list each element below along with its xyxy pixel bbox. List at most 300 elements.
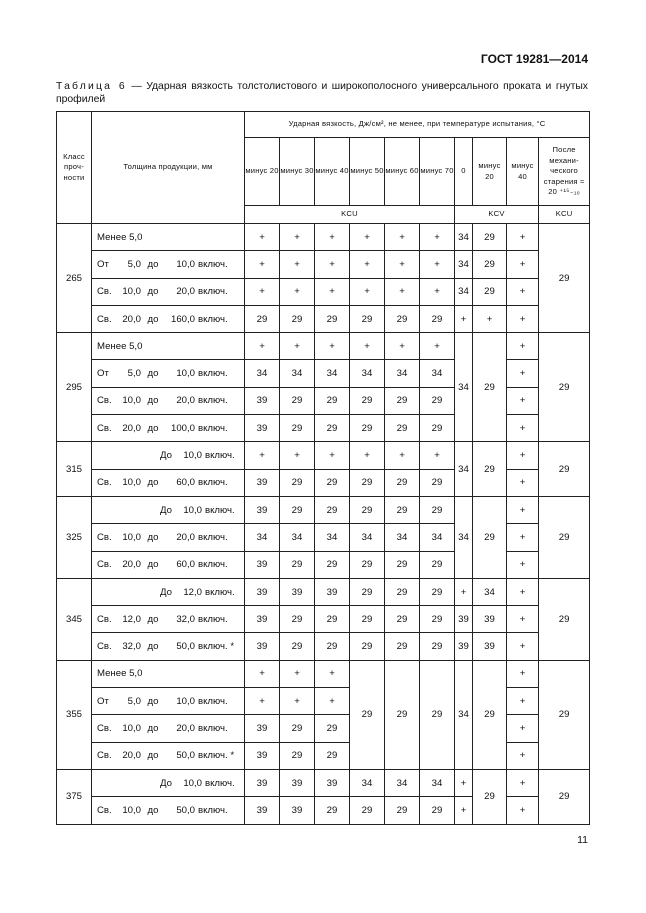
value-cell: 39 [473, 606, 507, 633]
thickness-part: включ. [198, 531, 228, 543]
value-cell: 29 [385, 415, 420, 442]
header-temp: минус 70 [420, 138, 455, 206]
class-cell: 355 [57, 660, 92, 769]
value-cell: 29 [473, 251, 507, 278]
value-cell: 34 [455, 224, 473, 251]
thickness-part: 32,0 [122, 641, 141, 653]
header-temp: минус 20 [473, 138, 507, 206]
value-cell: 39 [245, 496, 280, 523]
header-temp: минус 60 [385, 138, 420, 206]
aging-cell: 29 [539, 224, 590, 333]
thickness-part: Св. [97, 477, 112, 489]
thickness-cell [92, 224, 245, 251]
table-row [57, 224, 590, 251]
header-kcu: KCU [245, 206, 455, 224]
document-header: ГОСТ 19281—2014 [480, 52, 588, 66]
thickness-cell [92, 415, 245, 442]
value-cell: 34 [280, 360, 315, 387]
thickness-part: 20,0 [176, 286, 195, 298]
kcv-cell: 29 [473, 769, 507, 824]
table-caption [56, 80, 588, 106]
thickness-part: 50,0 [176, 750, 195, 762]
thickness-part: Св. [97, 313, 112, 325]
thickness-cell [92, 715, 245, 742]
thickness-part: до [147, 531, 159, 543]
thickness-part: 5,0 [127, 695, 141, 707]
value-cell: + [455, 769, 473, 796]
value-cell: + [350, 251, 385, 278]
thickness-cell [92, 578, 245, 605]
value-cell: 34 [350, 360, 385, 387]
thickness-part: включ. [198, 258, 228, 270]
kcv-cell: + [507, 797, 539, 824]
thickness-part: До [160, 504, 172, 516]
value-cell: 34 [315, 524, 350, 551]
thickness-part: включ. [198, 613, 228, 625]
value-cell: + [350, 333, 385, 360]
header-class: Класс проч-ности [57, 112, 92, 224]
value-cell: + [245, 660, 280, 687]
value-cell: 39 [245, 578, 280, 605]
thickness-part: 60,0 [176, 477, 195, 489]
value-cell: 29 [280, 551, 315, 578]
kcv-cell: + [507, 387, 539, 414]
header-group: Ударная вязкость, Дж/см², не менее, при температуре испытания, °С [245, 112, 590, 138]
value-cell: 29 [420, 387, 455, 414]
value-cell: + [507, 633, 539, 660]
table-row [57, 251, 590, 278]
kcv-cell: 29 [473, 442, 507, 497]
class-cell: 375 [57, 769, 92, 824]
value-cell: 29 [280, 305, 315, 332]
thickness-part: 10,0 [122, 286, 141, 298]
thickness-text: Менее 5,0 [97, 340, 143, 352]
value-cell: 29 [385, 387, 420, 414]
thickness-cell [92, 742, 245, 769]
impact-toughness-table [56, 111, 590, 825]
thickness-cell [92, 442, 245, 469]
thickness-part: 5,0 [127, 258, 141, 270]
thickness-part: включ. [198, 422, 228, 434]
table-row [57, 305, 590, 332]
value-cell: + [280, 224, 315, 251]
value-cell: 29 [315, 551, 350, 578]
thickness-part: 10,0 [183, 504, 202, 516]
value-cell: + [385, 224, 420, 251]
thickness-part: Св. [97, 613, 112, 625]
value-cell: 34 [385, 360, 420, 387]
value-cell: 29 [420, 578, 455, 605]
thickness-part: 20,0 [122, 422, 141, 434]
aging-cell: 29 [539, 333, 590, 442]
kcv-cell: + [507, 442, 539, 469]
thickness-part: до [147, 477, 159, 489]
header-aging: После механи-ческого старения ≈ 20 ⁺¹⁵₋₁₀ [539, 138, 590, 206]
value-cell: 29 [420, 797, 455, 824]
value-cell: 39 [455, 633, 473, 660]
value-cell: + [315, 660, 350, 687]
value-cell: + [420, 251, 455, 278]
thickness-part: до [147, 695, 159, 707]
kcv-cell: 29 [473, 660, 507, 769]
kcv-cell: 34 [455, 660, 473, 769]
kcv-cell: + [507, 333, 539, 360]
value-cell: + [507, 278, 539, 305]
thickness-cell [92, 360, 245, 387]
thickness-cell [92, 251, 245, 278]
thickness-part: 50,0 [176, 804, 195, 816]
value-cell: 34 [315, 360, 350, 387]
value-cell: 39 [473, 633, 507, 660]
thickness-part: 10,0 [122, 722, 141, 734]
kcv-cell: + [507, 660, 539, 687]
thickness-part: Св. [97, 286, 112, 298]
table-row [57, 360, 590, 387]
value-cell: 29 [420, 469, 455, 496]
thickness-part: Св. [97, 722, 112, 734]
thickness-part: 20,0 [176, 395, 195, 407]
value-cell: + [420, 278, 455, 305]
thickness-part: До [160, 586, 172, 598]
value-cell: 29 [245, 305, 280, 332]
value-cell: + [507, 606, 539, 633]
table-row [57, 769, 590, 796]
value-cell: 34 [385, 769, 420, 796]
value-cell: 29 [385, 305, 420, 332]
thickness-cell [92, 606, 245, 633]
thickness-part: включ. * [198, 641, 235, 653]
table-row [57, 606, 590, 633]
value-cell: 39 [245, 606, 280, 633]
header-kcv: KCV [455, 206, 539, 224]
thickness-part: Св. [97, 750, 112, 762]
thickness-part: От [97, 695, 109, 707]
thickness-text: Менее 5,0 [97, 668, 143, 680]
value-cell: 29 [420, 633, 455, 660]
thickness-part: включ. [205, 586, 235, 598]
thickness-part: 20,0 [122, 559, 141, 571]
value-cell: 29 [350, 387, 385, 414]
kcv-cell: 34 [455, 496, 473, 578]
value-cell: 29 [315, 797, 350, 824]
value-cell: 34 [455, 278, 473, 305]
value-cell: 39 [245, 387, 280, 414]
value-cell: + [455, 797, 473, 824]
value-cell: + [507, 251, 539, 278]
value-cell: 29 [280, 606, 315, 633]
value-cell: + [315, 333, 350, 360]
value-cell: 29 [350, 660, 385, 769]
kcv-cell: + [507, 415, 539, 442]
table-row [57, 524, 590, 551]
value-cell: 29 [350, 305, 385, 332]
table-row [57, 415, 590, 442]
table-row [57, 496, 590, 523]
table-row [57, 278, 590, 305]
thickness-part: 10,0 [176, 258, 195, 270]
value-cell: 29 [315, 415, 350, 442]
value-cell: + [315, 442, 350, 469]
kcv-cell: + [507, 551, 539, 578]
kcv-cell: + [507, 715, 539, 742]
value-cell: 29 [420, 415, 455, 442]
class-cell: 345 [57, 578, 92, 660]
value-cell: 29 [280, 469, 315, 496]
value-cell: 29 [315, 742, 350, 769]
header-kcu2: KCU [539, 206, 590, 224]
thickness-part: 10,0 [176, 368, 195, 380]
caption-text: — Ударная вязкость толстолистового и широкополосного универсального проката и гнутых профилей [56, 81, 588, 105]
value-cell: 29 [385, 797, 420, 824]
value-cell: + [420, 224, 455, 251]
kcv-cell: + [507, 688, 539, 715]
value-cell: 39 [245, 551, 280, 578]
value-cell: 34 [455, 251, 473, 278]
kcv-cell: 29 [473, 496, 507, 578]
value-cell: 39 [315, 769, 350, 796]
thickness-part: до [147, 422, 159, 434]
value-cell: + [420, 333, 455, 360]
kcv-cell: + [507, 469, 539, 496]
thickness-part: 20,0 [176, 722, 195, 734]
value-cell: + [280, 688, 315, 715]
thickness-cell [92, 524, 245, 551]
value-cell: + [455, 305, 473, 332]
thickness-text: Менее 5,0 [97, 231, 143, 243]
value-cell: 29 [350, 633, 385, 660]
value-cell: 34 [245, 360, 280, 387]
class-cell: 295 [57, 333, 92, 442]
table-row [57, 633, 590, 660]
thickness-part: 32,0 [176, 613, 195, 625]
kcv-cell: + [507, 360, 539, 387]
thickness-cell [92, 769, 245, 796]
thickness-part: Св. [97, 559, 112, 571]
header-temp: минус 40 [315, 138, 350, 206]
class-cell: 265 [57, 224, 92, 333]
value-cell: 29 [315, 496, 350, 523]
thickness-part: Св. [97, 422, 112, 434]
kcv-cell: + [507, 496, 539, 523]
thickness-part: до [147, 368, 159, 380]
thickness-cell [92, 660, 245, 687]
table-row [57, 578, 590, 605]
thickness-part: От [97, 368, 109, 380]
thickness-part: Св. [97, 531, 112, 543]
value-cell: 34 [420, 769, 455, 796]
table-row [57, 442, 590, 469]
thickness-part: 10,0 [122, 477, 141, 489]
thickness-part: включ. [205, 450, 235, 462]
table-row [57, 715, 590, 742]
thickness-part: 12,0 [183, 586, 202, 598]
value-cell: + [385, 278, 420, 305]
thickness-part: 20,0 [122, 750, 141, 762]
thickness-part: включ. [198, 368, 228, 380]
value-cell: 29 [280, 715, 315, 742]
value-cell: 34 [420, 524, 455, 551]
thickness-part: до [147, 804, 159, 816]
thickness-part: 5,0 [127, 368, 141, 380]
value-cell: + [280, 333, 315, 360]
thickness-part: 12,0 [122, 613, 141, 625]
value-cell: + [350, 442, 385, 469]
thickness-cell [92, 551, 245, 578]
thickness-part: включ. [198, 695, 228, 707]
thickness-part: включ. [198, 313, 228, 325]
thickness-part: до [147, 722, 159, 734]
table-row [57, 688, 590, 715]
value-cell: 29 [280, 633, 315, 660]
value-cell: 39 [280, 578, 315, 605]
thickness-part: Св. [97, 804, 112, 816]
value-cell: 29 [280, 415, 315, 442]
page-number: 11 [577, 834, 588, 846]
value-cell: 29 [350, 578, 385, 605]
value-cell: 29 [385, 469, 420, 496]
value-cell: 39 [245, 715, 280, 742]
value-cell: 39 [245, 742, 280, 769]
aging-cell: 29 [539, 660, 590, 769]
value-cell: 29 [315, 633, 350, 660]
kcv-cell: + [507, 769, 539, 796]
table-row [57, 660, 590, 687]
value-cell: 29 [280, 496, 315, 523]
value-cell: + [507, 578, 539, 605]
value-cell: 34 [385, 524, 420, 551]
thickness-part: 10,0 [176, 695, 195, 707]
value-cell: + [385, 442, 420, 469]
thickness-cell [92, 797, 245, 824]
value-cell: 39 [280, 769, 315, 796]
thickness-part: до [147, 395, 159, 407]
thickness-part: 10,0 [183, 777, 202, 789]
value-cell: + [473, 305, 507, 332]
thickness-cell [92, 278, 245, 305]
value-cell: + [245, 251, 280, 278]
value-cell: + [280, 660, 315, 687]
value-cell: 34 [420, 360, 455, 387]
value-cell: + [507, 224, 539, 251]
thickness-part: 20,0 [176, 531, 195, 543]
table-row [57, 387, 590, 414]
value-cell: + [350, 278, 385, 305]
value-cell: + [280, 251, 315, 278]
value-cell: 29 [350, 551, 385, 578]
header-temp: минус 40 [507, 138, 539, 206]
thickness-part: включ. [198, 395, 228, 407]
value-cell: + [315, 224, 350, 251]
value-cell: 29 [315, 305, 350, 332]
thickness-cell [92, 469, 245, 496]
value-cell: 29 [350, 469, 385, 496]
value-cell: 34 [245, 524, 280, 551]
header-temp: минус 30 [280, 138, 315, 206]
value-cell: 29 [315, 606, 350, 633]
value-cell: + [350, 224, 385, 251]
thickness-part: до [147, 313, 159, 325]
table-row [57, 333, 590, 360]
value-cell: 29 [280, 742, 315, 769]
value-cell: 29 [315, 387, 350, 414]
value-cell: 29 [420, 660, 455, 769]
thickness-part: 20,0 [122, 313, 141, 325]
thickness-part: до [147, 613, 159, 625]
thickness-part: 10,0 [122, 531, 141, 543]
value-cell: 39 [315, 578, 350, 605]
value-cell: + [315, 278, 350, 305]
value-cell: + [245, 278, 280, 305]
kcv-cell: 34 [455, 442, 473, 497]
thickness-cell [92, 688, 245, 715]
value-cell: + [385, 251, 420, 278]
thickness-part: включ. [198, 722, 228, 734]
table-row [57, 469, 590, 496]
header-temp: 0 [455, 138, 473, 206]
value-cell: + [455, 578, 473, 605]
value-cell: 29 [280, 387, 315, 414]
value-cell: 29 [420, 551, 455, 578]
kcv-cell: 34 [455, 333, 473, 442]
thickness-part: От [97, 258, 109, 270]
thickness-part: включ. [198, 559, 228, 571]
thickness-cell [92, 305, 245, 332]
table-row [57, 797, 590, 824]
value-cell: 29 [350, 496, 385, 523]
table-row [57, 742, 590, 769]
value-cell: + [280, 442, 315, 469]
thickness-part: 50,0 [176, 641, 195, 653]
value-cell: 34 [280, 524, 315, 551]
thickness-part: включ. * [198, 750, 235, 762]
aging-cell: 29 [539, 769, 590, 824]
value-cell: 29 [315, 469, 350, 496]
value-cell: 29 [385, 660, 420, 769]
value-cell: 34 [350, 769, 385, 796]
value-cell: 29 [385, 551, 420, 578]
thickness-part: включ. [198, 286, 228, 298]
value-cell: 29 [350, 415, 385, 442]
value-cell: 39 [245, 469, 280, 496]
aging-cell: 29 [539, 442, 590, 497]
header-temp: минус 50 [350, 138, 385, 206]
value-cell: 29 [420, 496, 455, 523]
thickness-part: до [147, 258, 159, 270]
thickness-part: 160,0 [170, 313, 195, 325]
thickness-part: включ. [198, 804, 228, 816]
value-cell: 29 [420, 305, 455, 332]
header-temp: минус 20 [245, 138, 280, 206]
thickness-part: Св. [97, 395, 112, 407]
value-cell: 29 [473, 278, 507, 305]
value-cell: 29 [385, 606, 420, 633]
value-cell: 29 [350, 606, 385, 633]
thickness-part: 10,0 [122, 395, 141, 407]
thickness-part: Св. [97, 641, 112, 653]
thickness-cell [92, 387, 245, 414]
value-cell: 29 [350, 797, 385, 824]
value-cell: + [385, 333, 420, 360]
thickness-cell [92, 333, 245, 360]
value-cell: + [245, 442, 280, 469]
thickness-part: 10,0 [183, 450, 202, 462]
class-cell: 315 [57, 442, 92, 497]
value-cell: 34 [350, 524, 385, 551]
thickness-part: До [160, 777, 172, 789]
caption-label: Таблица 6 [56, 81, 127, 92]
value-cell: 29 [385, 578, 420, 605]
value-cell: 29 [315, 715, 350, 742]
